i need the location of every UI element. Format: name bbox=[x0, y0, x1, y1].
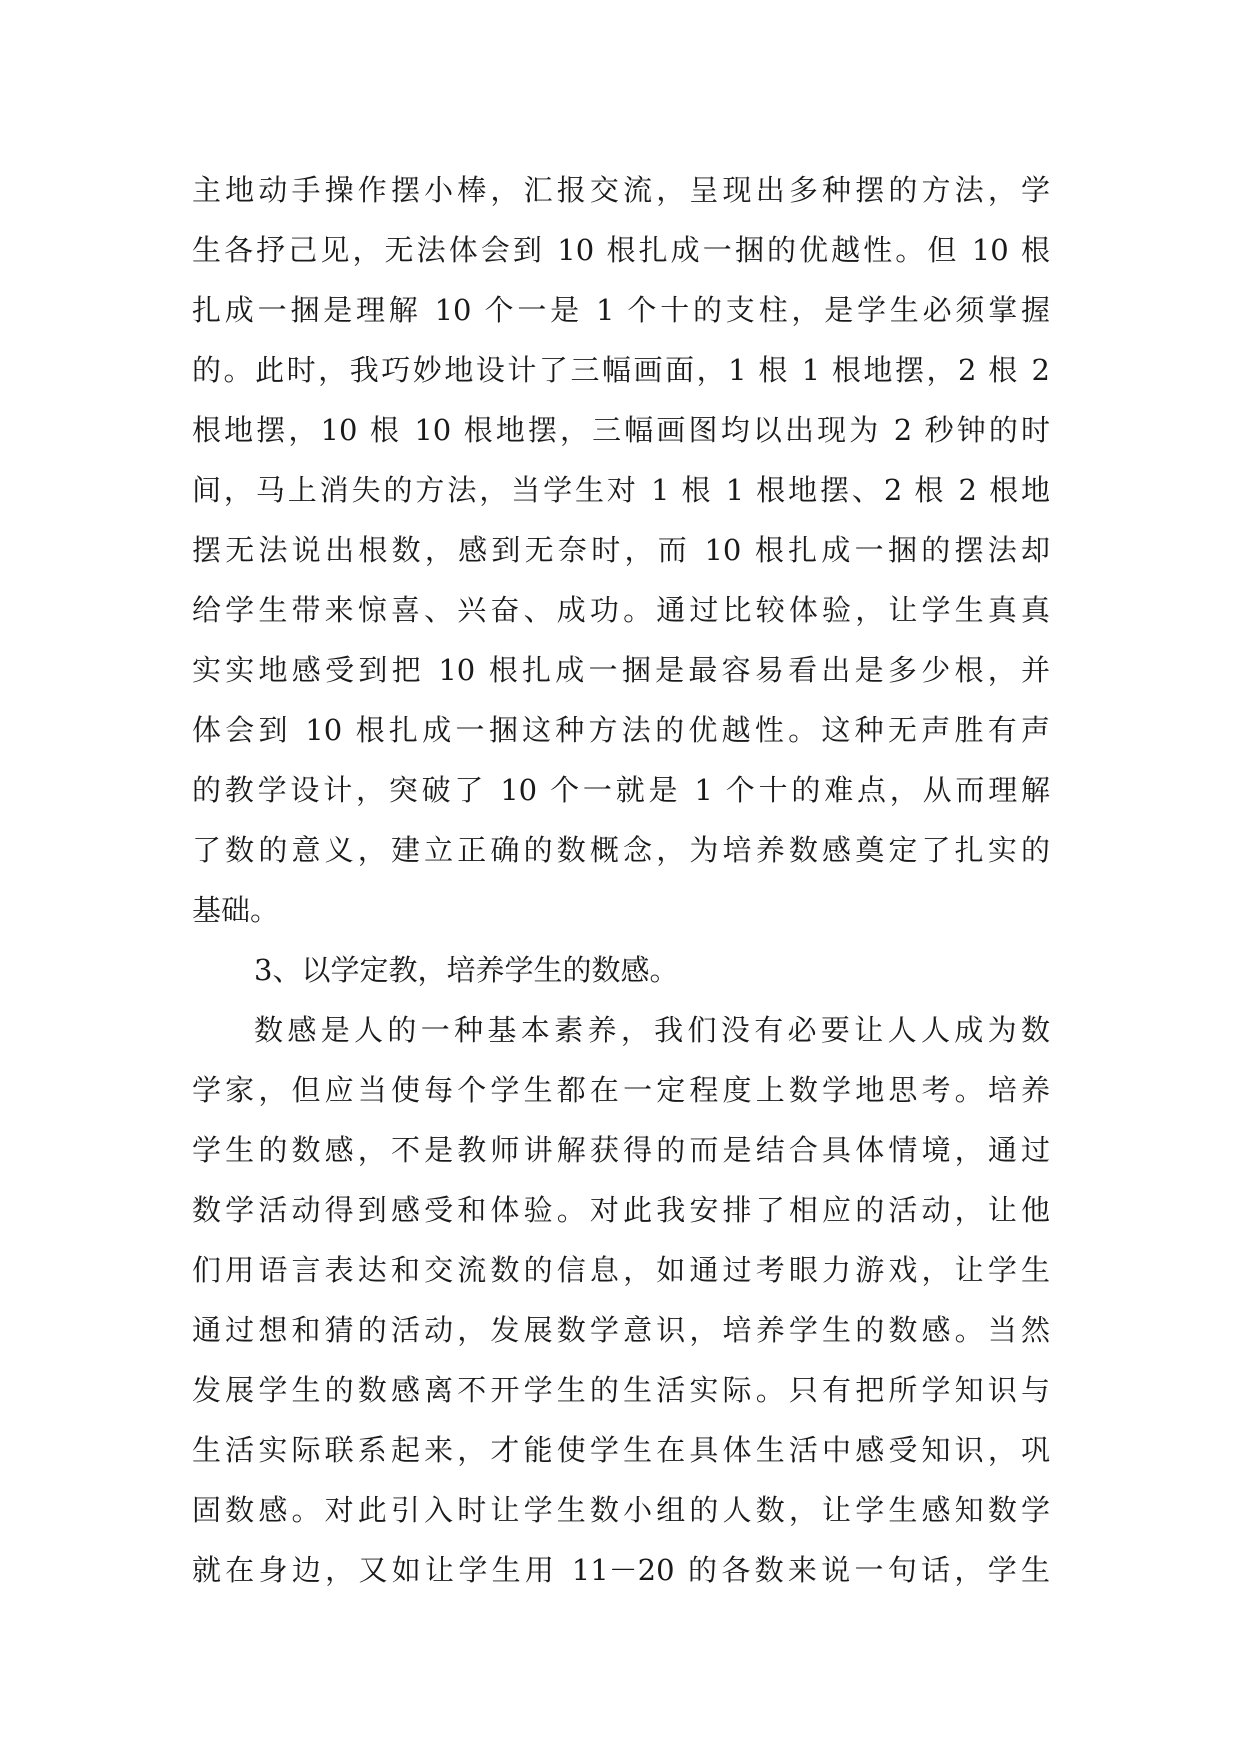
text-line: 数学活动得到感受和体验。对此我安排了相应的活动，让他 bbox=[192, 1193, 1050, 1227]
text-line: 主地动手操作摆小棒，汇报交流，呈现出多种摆的方法，学 bbox=[192, 173, 1050, 207]
text-line: 们用语言表达和交流数的信息，如通过考眼力游戏，让学生 bbox=[192, 1253, 1050, 1287]
text-line: 学生的数感，不是教师讲解获得的而是结合具体情境，通过 bbox=[192, 1133, 1050, 1167]
section-heading bbox=[192, 940, 1050, 1000]
text-line: 生各抒己见，无法体会到 10 根扎成一捆的优越性。但 10 根 bbox=[192, 233, 1050, 267]
text-line: 的教学设计，突破了 10 个一就是 1 个十的难点，从而理解 bbox=[192, 773, 1050, 807]
text-line: 发展学生的数感离不开学生的生活实际。只有把所学知识与 bbox=[192, 1373, 1050, 1407]
text-line: 了数的意义，建立正确的数概念，为培养数感奠定了扎实的 bbox=[192, 833, 1050, 867]
text-line: 通过想和猜的活动，发展数学意识，培养学生的数感。当然 bbox=[192, 1313, 1050, 1347]
text-line: 学家，但应当使每个学生都在一定程度上数学地思考。培养 bbox=[192, 1073, 1050, 1107]
text-line: 体会到 10 根扎成一捆这种方法的优越性。这种无声胜有声 bbox=[192, 713, 1050, 747]
text-line: 实实地感受到把 10 根扎成一捆是最容易看出是多少根，并 bbox=[192, 653, 1050, 687]
text-line: 固数感。对此引入时让学生数小组的人数，让学生感知数学 bbox=[192, 1493, 1050, 1527]
text-line: 基础。 bbox=[192, 893, 280, 927]
text-line: 根地摆，10 根 10 根地摆，三幅画图均以出现为 2 秒钟的时 bbox=[192, 413, 1050, 447]
paragraph-3 bbox=[192, 1000, 1050, 1600]
text-line: 摆无法说出根数，感到无奈时，而 10 根扎成一捆的摆法却 bbox=[192, 533, 1050, 567]
heading-line: 3、以学定教，培养学生的数感。 bbox=[254, 953, 679, 987]
text-line: 生活实际联系起来，才能使学生在具体生活中感受知识，巩 bbox=[192, 1433, 1050, 1467]
text-line: 给学生带来惊喜、兴奋、成功。通过比较体验，让学生真真 bbox=[192, 593, 1050, 627]
text-line: 间，马上消失的方法，当学生对 1 根 1 根地摆、2 根 2 根地 bbox=[192, 473, 1050, 507]
document-page bbox=[192, 160, 1050, 1600]
text-line: 扎成一捆是理解 10 个一是 1 个十的支柱，是学生必须掌握 bbox=[192, 293, 1050, 327]
paragraph-1 bbox=[192, 160, 1050, 940]
text-line: 数感是人的一种基本素养，我们没有必要让人人成为数 bbox=[254, 1013, 1050, 1047]
text-line: 的。此时，我巧妙地设计了三幅画面，1 根 1 根地摆，2 根 2 bbox=[192, 353, 1050, 387]
text-line: 就在身边，又如让学生用 11－20 的各数来说一句话，学生 bbox=[192, 1553, 1050, 1587]
